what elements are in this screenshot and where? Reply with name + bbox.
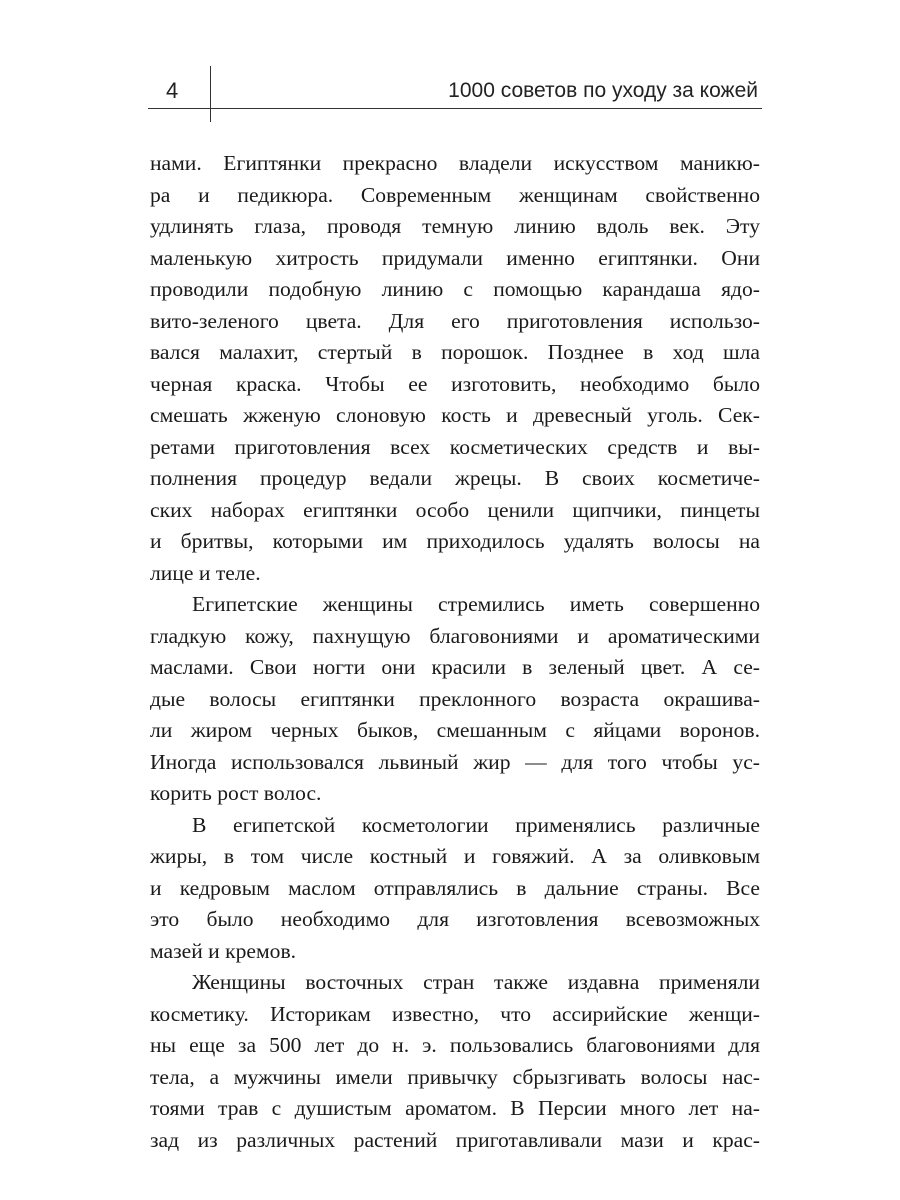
text-line: Женщины восточных стран также издавна применяли bbox=[192, 970, 760, 994]
running-head bbox=[148, 66, 762, 110]
text-line: вался малахит, стертый в порошок. Позднее в ход шла bbox=[150, 340, 760, 364]
text-line: мазей и кремов. bbox=[150, 938, 297, 963]
text-line: черная краска. Чтобы ее изготовить, необходимо было bbox=[150, 371, 760, 396]
text-line: Иногда использовался львиный жир — для того чтобы ус- bbox=[150, 749, 760, 774]
text-line: тела, а мужчины имели привычку сбрызгивать волосы нас- bbox=[150, 1064, 760, 1089]
text-line: ли жиром черных быков, смешанным с яйцами воронов. bbox=[150, 718, 760, 742]
paragraph bbox=[150, 148, 760, 589]
text-line: зад из различных растений приготавливали мази и крас- bbox=[150, 1127, 760, 1152]
text-line: проводили подобную линию с помощью карандаша ядо- bbox=[150, 277, 760, 301]
text-line: В египетской косметологии применялись различные bbox=[192, 812, 760, 837]
text-line: и бритвы, которыми им приходилось удалять волосы на bbox=[150, 529, 760, 553]
text-line: ны еще за 500 лет до н. э. пользовались благовониями для bbox=[150, 1033, 760, 1057]
text-line: корить рост волос. bbox=[150, 781, 322, 805]
book-title: 1000 советов по уходу за кожей bbox=[448, 79, 758, 102]
text-line: это было необходимо для изготовления всевозможных bbox=[150, 907, 760, 931]
text-line: лице и теле. bbox=[150, 560, 261, 585]
text-line: ретами приготовления всех косметических средств и вы- bbox=[150, 434, 760, 459]
paragraph bbox=[150, 589, 760, 810]
body-text bbox=[150, 148, 760, 1156]
paragraph bbox=[150, 810, 760, 968]
text-line: полнения процедур ведали жрецы. В своих косметиче- bbox=[150, 466, 760, 490]
text-line: нами. Египтянки прекрасно владели искусством маникю- bbox=[150, 151, 760, 175]
text-line: тоями трав с душистым ароматом. В Персии много лет на- bbox=[150, 1096, 760, 1120]
page-number: 4 bbox=[166, 78, 179, 103]
header-horizontal-rule bbox=[148, 108, 762, 109]
text-line: маленькую хитрость придумали именно египтянки. Они bbox=[150, 245, 760, 270]
text-line: дые волосы египтянки преклонного возраста окрашива- bbox=[150, 686, 760, 711]
text-line: смешать жженую слоновую кость и древесный уголь. Сек- bbox=[150, 403, 760, 427]
header-vertical-rule bbox=[210, 66, 211, 122]
text-line: маслами. Свои ногти они красили в зеленый цвет. А се- bbox=[150, 655, 760, 679]
text-line: ра и педикюра. Современным женщинам свойственно bbox=[150, 182, 760, 207]
text-line: Египетские женщины стремились иметь совершенно bbox=[192, 592, 760, 616]
text-line: гладкую кожу, пахнущую благовониями и ароматическими bbox=[150, 623, 760, 648]
text-line: вито-зеленого цвета. Для его приготовления использо- bbox=[150, 308, 760, 333]
text-line: удлинять глаза, проводя темную линию вдоль век. Эту bbox=[150, 214, 760, 238]
text-line: ских наборах египтянки особо ценили щипчики, пинцеты bbox=[150, 497, 760, 522]
paragraph bbox=[150, 967, 760, 1156]
text-line: и кедровым маслом отправлялись в дальние страны. Все bbox=[150, 875, 760, 900]
text-line: жиры, в том числе костный и говяжий. А за оливковым bbox=[150, 844, 760, 868]
text-line: косметику. Историкам известно, что ассирийские женщи- bbox=[150, 1001, 760, 1026]
